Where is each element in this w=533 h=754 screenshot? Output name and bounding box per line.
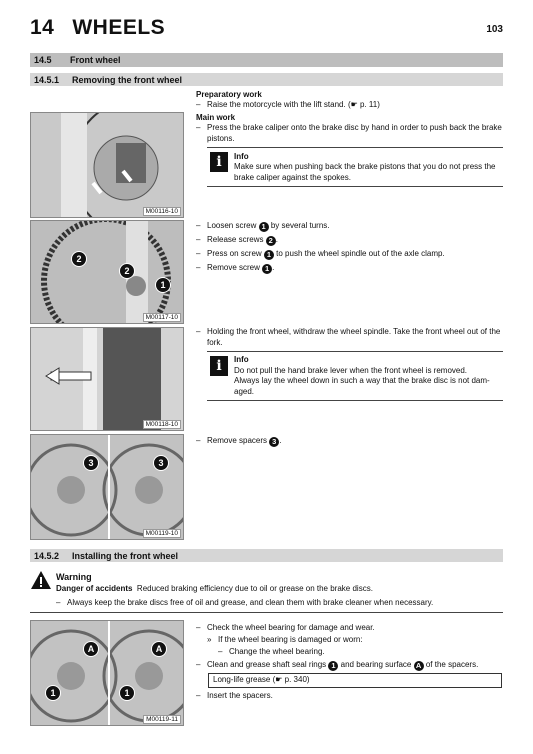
photo-caption: M00117-10 xyxy=(143,313,181,322)
marker-3: 3 xyxy=(83,455,99,471)
photo-caption: M00119-11 xyxy=(143,715,181,724)
step-loosen: – Loosen screw 1 by several turns. xyxy=(196,221,330,231)
step-text: Remove spacers xyxy=(207,436,268,445)
step-remove-screw: – Remove screw 1 . xyxy=(196,263,275,273)
warning-item: – Always keep the brake discs free of oil and grease, and clean them with brake cleaner when necessary. xyxy=(56,598,434,607)
chapter-title: WHEELS xyxy=(72,16,166,39)
step-text: Clean and grease shaft seal rings xyxy=(207,660,327,669)
marker-A: A xyxy=(83,641,99,657)
wheel-illustration xyxy=(31,221,184,324)
step-text: by several turns. xyxy=(270,221,330,230)
step-text: . xyxy=(275,235,278,244)
info-icon: i xyxy=(210,356,228,376)
info-title: Info xyxy=(234,355,249,364)
marker-3: 3 xyxy=(153,455,169,471)
step-text: to push the wheel spindle out of the axle clamp. xyxy=(276,249,445,258)
step-text: Insert the spacers. xyxy=(207,691,273,700)
step-remove-spacers: – Remove spacers 3 . xyxy=(196,436,282,446)
subsection-title: Removing the front wheel xyxy=(72,74,183,85)
marker-1: 1 xyxy=(328,661,338,671)
step-text: Holding the front wheel, withdraw the wheel spindle. Take the front wheel out of the fork. xyxy=(207,327,501,347)
step-text: Release screws xyxy=(207,235,264,244)
step-hold-wheel: – Holding the front wheel, withdraw the wheel spindle. Take the front wheel out of the fork. xyxy=(196,327,503,348)
divider xyxy=(30,612,503,613)
warning-text xyxy=(56,584,373,595)
step-text: and bearing surface xyxy=(340,660,412,669)
divider xyxy=(207,351,503,352)
divider xyxy=(207,400,503,401)
marker-1: 1 xyxy=(155,277,171,293)
warning-icon xyxy=(30,570,52,590)
chapter-heading xyxy=(30,16,165,40)
marker-A: A xyxy=(151,641,167,657)
wheel-illustration xyxy=(31,621,184,726)
subsection-number: 14.5.1 xyxy=(34,74,60,85)
photo-caption: M00118-10 xyxy=(143,420,181,429)
step-insert-spacers: – Insert the spacers. xyxy=(196,691,273,700)
photo-caption: M00116-10 xyxy=(143,207,181,216)
photo-brake-caliper xyxy=(30,112,184,218)
prep-item-text: Raise the motorcycle with the lift stand. (☛ p. 11) xyxy=(207,100,380,109)
condition-text: If the wheel bearing is damaged or worn: xyxy=(218,635,363,644)
marker-1: 1 xyxy=(45,685,61,701)
subsection-title: Installing the front wheel xyxy=(72,550,179,561)
step-change-bearing: – Change the wheel bearing. xyxy=(218,647,325,656)
main-item-text: Press the brake caliper onto the brake disc by hand in order to push back the brake pistons. xyxy=(207,123,502,143)
step-text: Remove screw xyxy=(207,263,260,272)
main-heading: Main work xyxy=(196,113,236,122)
info-text: Make sure when pushing back the brake pistons that you do not press the brake caliper against the spokes. xyxy=(234,162,496,182)
step-text: of the spacers. xyxy=(425,660,479,669)
step-text: . xyxy=(272,263,275,272)
info-icon: i xyxy=(210,152,228,172)
step-check-bearing: – Check the wheel bearing for damage and wear. xyxy=(196,623,375,632)
warning-item-text: Always keep the brake discs free of oil and grease, and clean them with brake cleaner when necessary. xyxy=(67,598,434,607)
step-press: – Press on screw 1 to push the wheel spindle out of the axle clamp. xyxy=(196,249,445,259)
marker-2: 2 xyxy=(71,251,87,267)
prep-heading: Preparatory work xyxy=(196,90,262,99)
step-text: Press on screw xyxy=(207,249,262,258)
main-item: – Press the brake caliper onto the brake disc by hand in order to push back the brake pistons. xyxy=(196,123,502,143)
step-text: Change the wheel bearing. xyxy=(229,647,325,656)
subsection-bar-installing xyxy=(30,549,503,562)
chapter-number: 14 xyxy=(30,16,55,39)
info-title: Info xyxy=(234,152,249,161)
photo-caption: M00119-10 xyxy=(143,529,181,538)
marker-1: 1 xyxy=(264,250,274,260)
marker-3: 3 xyxy=(269,437,279,447)
step-release: – Release screws 2 . xyxy=(196,235,278,245)
marker-1: 1 xyxy=(259,222,269,232)
warning-label: Danger of accidents xyxy=(56,584,133,593)
marker-1: 1 xyxy=(119,685,135,701)
step-text: Loosen screw xyxy=(207,221,257,230)
info-line: Always lay the wheel down in such a way that the brake disc is not dam-aged. xyxy=(234,376,490,396)
photo-spacers xyxy=(30,434,184,540)
divider xyxy=(207,186,503,187)
prep-item: – Raise the motorcycle with the lift stand. (☛ p. 11) xyxy=(196,100,380,109)
divider xyxy=(207,147,503,148)
marker-1: 1 xyxy=(262,264,272,274)
marker-A: A xyxy=(414,661,424,671)
condition: » If the wheel bearing is damaged or worn: xyxy=(207,635,363,644)
wheel-illustration xyxy=(31,113,184,218)
subsection-number: 14.5.2 xyxy=(34,550,60,561)
warning-description: Reduced braking efficiency due to oil or grease on the brake discs. xyxy=(136,584,373,593)
marker-2: 2 xyxy=(266,236,276,246)
wheel-illustration xyxy=(31,328,184,431)
warning-title: Warning xyxy=(56,572,92,582)
page-number: 103 xyxy=(486,24,503,35)
step-text: . xyxy=(279,436,282,445)
section-bar xyxy=(30,53,503,67)
photo-wheel-spindle xyxy=(30,327,184,431)
photo-shaft-seal-rings xyxy=(30,620,184,726)
step-clean-grease: – Clean and grease shaft seal rings 1 and bearing surface A of the spacers. xyxy=(196,660,479,670)
marker-2: 2 xyxy=(119,263,135,279)
wheel-illustration xyxy=(31,435,184,540)
section-title: Front wheel xyxy=(70,55,121,65)
grease-spec: Long-life grease (☛ p. 340) xyxy=(208,673,502,688)
section-number: 14.5 xyxy=(34,55,52,65)
subsection-bar-removing xyxy=(30,73,503,86)
step-text: Check the wheel bearing for damage and wear. xyxy=(207,623,375,632)
info-line: Do not pull the hand brake lever when the front wheel is removed. xyxy=(234,366,468,375)
photo-axle-clamp xyxy=(30,220,184,324)
